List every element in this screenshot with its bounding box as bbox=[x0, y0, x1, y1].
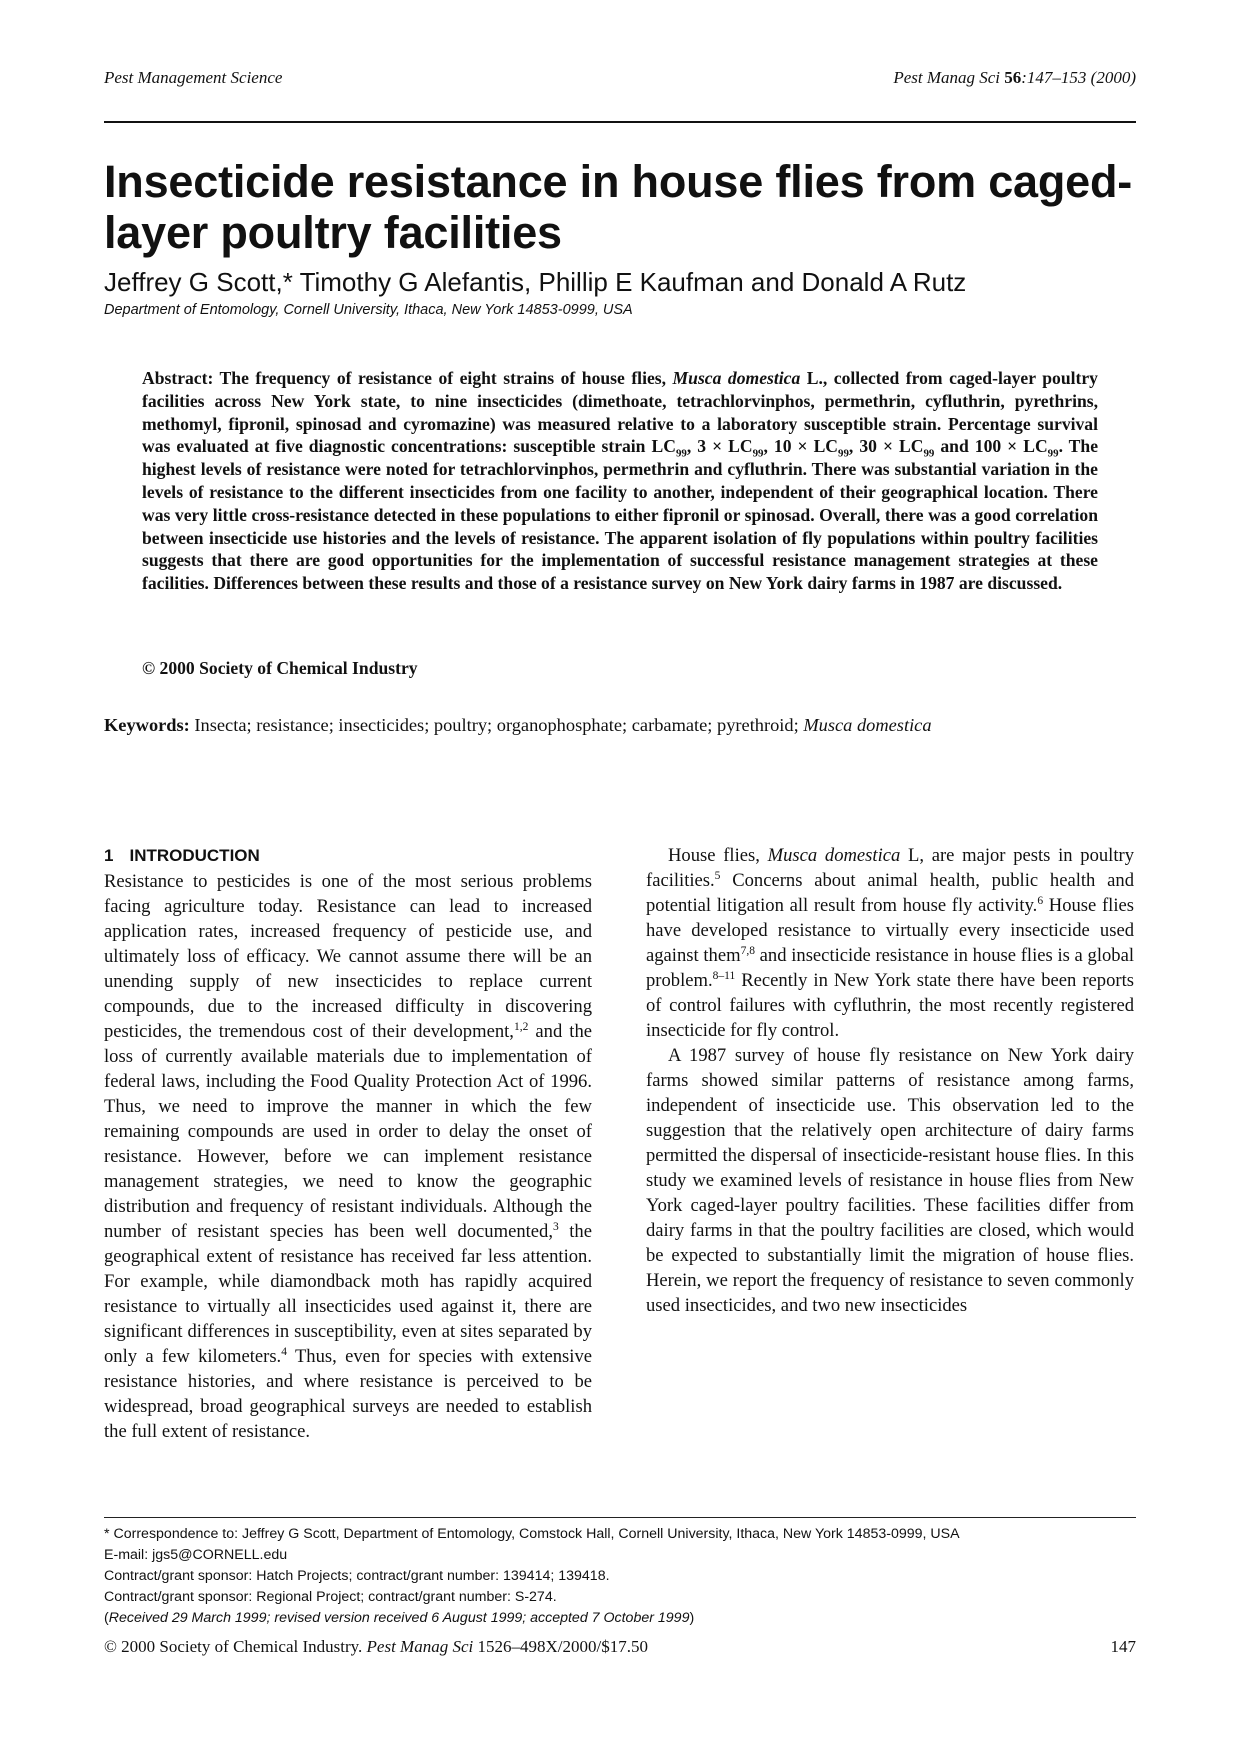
intro-text: L, are major pests in poultry facilities. bbox=[646, 845, 1134, 891]
abstract-species: Musca domestica bbox=[672, 368, 801, 388]
keywords-label: Keywords: bbox=[104, 715, 190, 735]
section-title: INTRODUCTION bbox=[129, 846, 260, 865]
intro-text: House flies, bbox=[668, 845, 760, 866]
intro-text: Resistance to pesticides is one of the most serious problems facing agriculture today. Resistance can lead to increased application rates, increased frequency of pesticide use, and ultimately loss of efficacy. We cannot assume there will be an unending supply of new insecticides to replace current compounds, due to the increased difficulty in discovering pesticides, the tremendous cost of their development, bbox=[104, 871, 592, 1042]
abstract-text-2: L., collected from caged-layer poultry facilities across New York state, to nine insecticides (dimethoate, tetrachlorvinphos, permethrin, cyfluthrin, pyrethrins, methomyl, fipronil, spinosad and cyromazine) was measured relative to a laboratory susceptible strain. Percentage survival was evaluated at five diagnostic concentrations: susceptible strain LC bbox=[142, 368, 1098, 457]
footer-journal: Pest Manag Sci bbox=[366, 1637, 474, 1656]
footnote-correspondence: * Correspondence to: Jeffrey G Scott, Department of Entomology, Comstock Hall, Cornell University, Ithaca, New York 14853-0999, USA bbox=[104, 1526, 960, 1542]
body-column-right bbox=[646, 843, 1134, 1318]
footnote-email: E-mail: jgs5@CORNELL.edu bbox=[104, 1547, 288, 1563]
intro-text: Recently in New York state there have been reports of control failures with cyfluthrin, the most recently registered insecticide for fly control. bbox=[646, 970, 1134, 1041]
abstract bbox=[142, 367, 1098, 595]
species-name: Musca domestica bbox=[767, 845, 901, 866]
header-rule bbox=[104, 121, 1136, 123]
running-header-citation bbox=[893, 68, 1136, 88]
footer-copyright-text: © 2000 Society of Chemical Industry. bbox=[104, 1637, 363, 1656]
abstract-conc-30x: , 30 × LC bbox=[848, 436, 924, 457]
intro-text: and the loss of currently available materials due to implementation of federal laws, including the Food Quality Protection Act of 1996. Thus, we need to improve the manner in which the few remaining compounds are used in order to delay the onset of resistance. However, before we can implement resistance management strategies, we need to know the geographic distribution and frequency of resistant individuals. Although the number of resistant species has been well documented, bbox=[104, 1021, 593, 1242]
reference-marker: 4 bbox=[281, 1345, 287, 1358]
lc-subscript: 99 bbox=[752, 447, 764, 460]
affiliation: Department of Entomology, Cornell University, Ithaca, New York 14853-0999, USA bbox=[104, 302, 633, 318]
reference-marker: 6 bbox=[1037, 894, 1044, 907]
lc-subscript: 99 bbox=[1047, 447, 1059, 460]
abstract-conc-100x: and 100 × LC bbox=[934, 436, 1048, 457]
intro-paragraph-1 bbox=[104, 869, 592, 1444]
page-number: 147 bbox=[1110, 1637, 1136, 1656]
abstract-conc-10x: , 10 × LC bbox=[763, 436, 839, 457]
citation-pages: :147–153 (2000) bbox=[1021, 68, 1136, 87]
abstract-text-3: . The highest levels of resistance were noted for tetrachlorvinphos, permethrin and cyfluthrin. There was substantial variation in the levels of resistance to the different insecticides from one facility to another, independent of their geographical location. There was very little cross-resistance detected in these populations to either fipronil or spinosad. Overall, there was a good correlation between insecticide use histories and the levels of resistance. The apparent isolation of fly populations within poultry facilities suggests that there are good opportunities for the implementation of successful resistance management strategies at these facilities. Differences between these results and those of a resistance survey on New York dairy farms in 1987 are discussed. bbox=[142, 436, 1099, 594]
footnote-rule bbox=[104, 1517, 1136, 1518]
received-dates: Received 29 March 1999; revised version received 6 August 1999; accepted 7 October 1999 bbox=[108, 1610, 690, 1626]
intro-paragraph-2 bbox=[646, 843, 1134, 1043]
body-column-left bbox=[104, 843, 592, 1444]
abstract-copyright: © 2000 Society of Chemical Industry bbox=[142, 658, 418, 678]
footer-issn: 1526–498X/2000/$17.50 bbox=[477, 1637, 648, 1656]
lc-subscript: 99 bbox=[675, 447, 687, 460]
lc-subscript: 99 bbox=[838, 447, 849, 460]
intro-text: the geographical extent of resistance has received far less attention. For example, while diamondback moth has rapidly acquired resistance to virtually all insecticides used against it, there are significant differences in susceptibility, even at sites separated by only a few kilometers. bbox=[104, 1221, 592, 1367]
footnote-grant-1: Contract/grant sponsor: Hatch Projects; contract/grant number: 139414; 139418. bbox=[104, 1568, 610, 1584]
keywords bbox=[104, 715, 932, 736]
abstract-label: Abstract: bbox=[142, 368, 214, 388]
intro-text: Concerns about animal health, public health and potential litigation all result from house fly activity. bbox=[646, 870, 1134, 916]
running-header-journal: Pest Management Science bbox=[104, 68, 283, 87]
reference-marker: 7,8 bbox=[740, 944, 755, 957]
footnote-received: (Received 29 March 1999; revised version received 6 August 1999; accepted 7 October 1999) bbox=[104, 1610, 695, 1626]
reference-marker: 1,2 bbox=[513, 1020, 529, 1033]
section-heading-introduction bbox=[104, 843, 592, 869]
reference-marker: 3 bbox=[552, 1220, 559, 1233]
reference-marker: 8–11 bbox=[712, 969, 736, 982]
author-list: Jeffrey G Scott,* Timothy G Alefantis, Phillip E Kaufman and Donald A Rutz bbox=[104, 267, 967, 297]
intro-text: and insecticide resistance in house flies is a global problem. bbox=[646, 945, 1134, 991]
page-footer-copyright bbox=[104, 1637, 648, 1657]
abstract-text-1: The frequency of resistance of eight strains of house flies, bbox=[219, 368, 667, 388]
footnotes bbox=[104, 1524, 1144, 1629]
article-title: Insecticide resistance in house flies from caged-layer poultry facilities bbox=[104, 156, 1133, 258]
intro-text: Thus, even for species with extensive resistance histories, and where resistance is perceived to be widespread, broad geographical surveys are needed to establish the full extent of resistance. bbox=[104, 1346, 593, 1442]
keywords-species: Musca domestica bbox=[803, 715, 932, 735]
reference-marker: 5 bbox=[714, 869, 721, 882]
lc-subscript: 99 bbox=[923, 447, 935, 460]
section-number: 1 bbox=[104, 846, 114, 865]
keywords-list: Insecta; resistance; insecticides; poultry; organophosphate; carbamate; pyrethroid; bbox=[194, 715, 799, 735]
abstract-conc-3x: , 3 × LC bbox=[686, 436, 753, 457]
footnote-grant-2: Contract/grant sponsor: Regional Project; contract/grant number: S-274. bbox=[104, 1589, 557, 1605]
intro-paragraph-3: A 1987 survey of house fly resistance on New York dairy farms showed similar patterns of resistance among farms, independent of insecticide use. This observation led to the suggestion that the relatively open architecture of dairy farms permitted the dispersal of insecticide-resistant house flies. In this study we examined levels of resistance in house flies from New York caged-layer poultry facilities. These facilities differ from dairy farms in that the poultry facilities are closed, which would be expected to substantially limit the migration of house flies. Herein, we report the frequency of resistance to seven commonly used insecticides, and two new insecticides bbox=[646, 1045, 1134, 1316]
citation-journal: Pest Manag Sci bbox=[893, 68, 1001, 87]
intro-text: House flies have developed resistance to virtually every insecticide used against them bbox=[646, 895, 1135, 966]
citation-volume: 56 bbox=[1004, 68, 1022, 87]
